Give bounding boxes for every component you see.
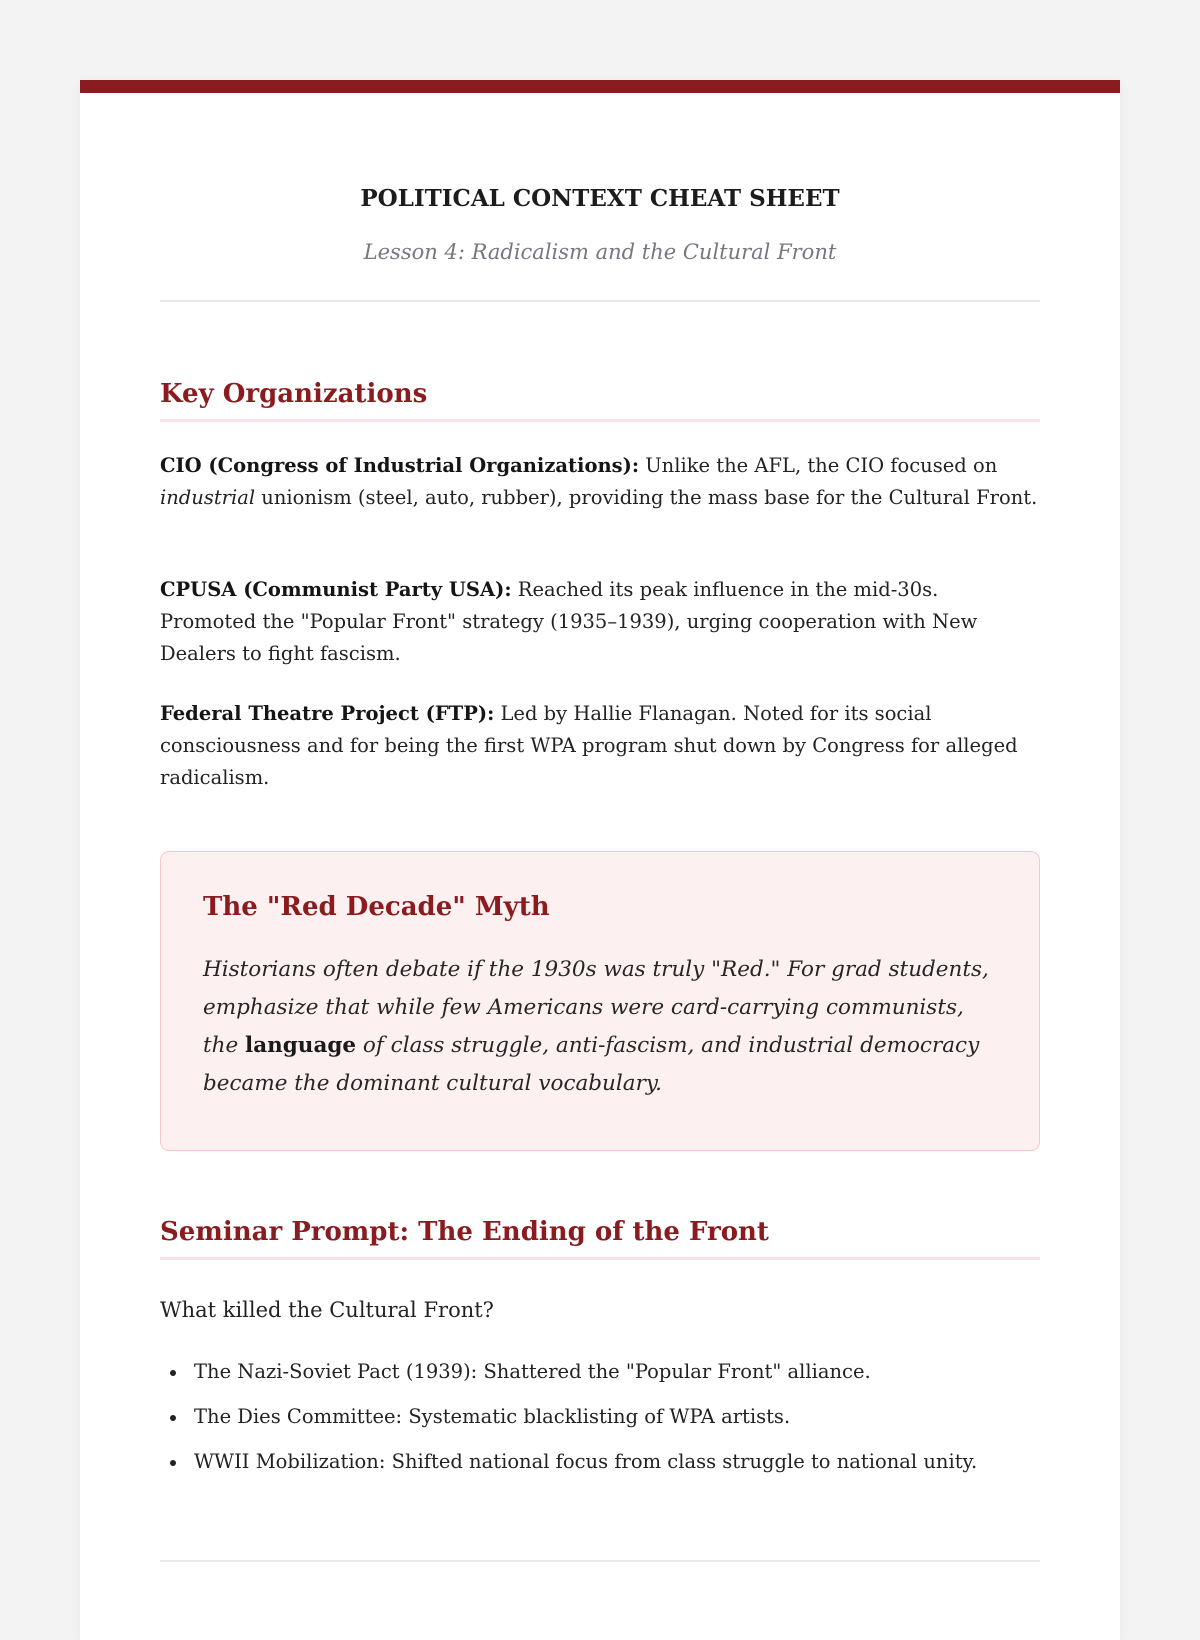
header-divider (160, 300, 1040, 302)
list-item (160, 1356, 1040, 1401)
org-cio-term: CIO (Congress of Industrial Organizations): (160, 454, 640, 477)
org-cio-paragraph (160, 450, 1040, 514)
document-page (80, 80, 1120, 1640)
footer-divider (160, 1560, 1040, 1562)
bullet-text: WWII Mobilization: Shifted national focus from class struggle to national unity. (194, 1450, 978, 1473)
callout-text-before: Historians often debate if the 1930s was truly "Red." For grad students, emphasize that while few Americans were card-carrying communists, the (203, 957, 989, 1058)
page-subtitle: Lesson 4: Radicalism and the Cultural Front (363, 240, 837, 264)
bullet-icon (170, 1370, 176, 1376)
org-ftp-text: Led by Hallie Flanagan. Noted for its social consciousness and for being the first WPA program shut down by Congress for alleged radicalism. (160, 702, 1018, 789)
bullet-text: The Nazi-Soviet Pact (1939): Shattered the "Popular Front" alliance. (194, 1360, 871, 1383)
callout-strong: language (245, 1033, 357, 1058)
seminar-question: What killed the Cultural Front? (160, 1298, 494, 1322)
org-cio-text-before: Unlike the AFL, the CIO focused on (639, 454, 998, 477)
org-cpusa-paragraph (160, 574, 1040, 670)
bullet-icon (170, 1415, 176, 1421)
org-ftp-paragraph (160, 698, 1040, 794)
callout-body (203, 951, 997, 1103)
list-item (160, 1446, 1040, 1491)
callout-title: The "Red Decade" Myth (203, 892, 550, 922)
callout-text-after: of class struggle, anti-fascism, and industrial democracy became the dominant cultural vocabulary. (203, 1033, 980, 1096)
org-cio-text-after: unionism (steel, auto, rubber), providing the mass base for the Cultural Front. (255, 486, 1038, 509)
org-ftp-term: Federal Theatre Project (FTP): (160, 702, 495, 725)
section-heading-seminar: Seminar Prompt: The Ending of the Front (160, 1217, 1040, 1260)
page-title: POLITICAL CONTEXT CHEAT SHEET (360, 185, 840, 212)
seminar-bullet-list (160, 1356, 1040, 1491)
org-cpusa-text: Reached its peak influence in the mid-30s. Promoted the "Popular Front" strategy (1935–1939), urging cooperation with New Dealers to fight fascism. (160, 578, 978, 665)
org-cpusa-term: CPUSA (Communist Party USA): (160, 578, 512, 601)
bullet-text: The Dies Committee: Systematic blacklisting of WPA artists. (194, 1405, 791, 1428)
list-item (160, 1401, 1040, 1446)
red-decade-callout (160, 851, 1040, 1151)
bullet-icon (170, 1460, 176, 1466)
org-cio-emphasis: industrial (160, 486, 256, 509)
section-heading-organizations: Key Organizations (160, 379, 1040, 422)
